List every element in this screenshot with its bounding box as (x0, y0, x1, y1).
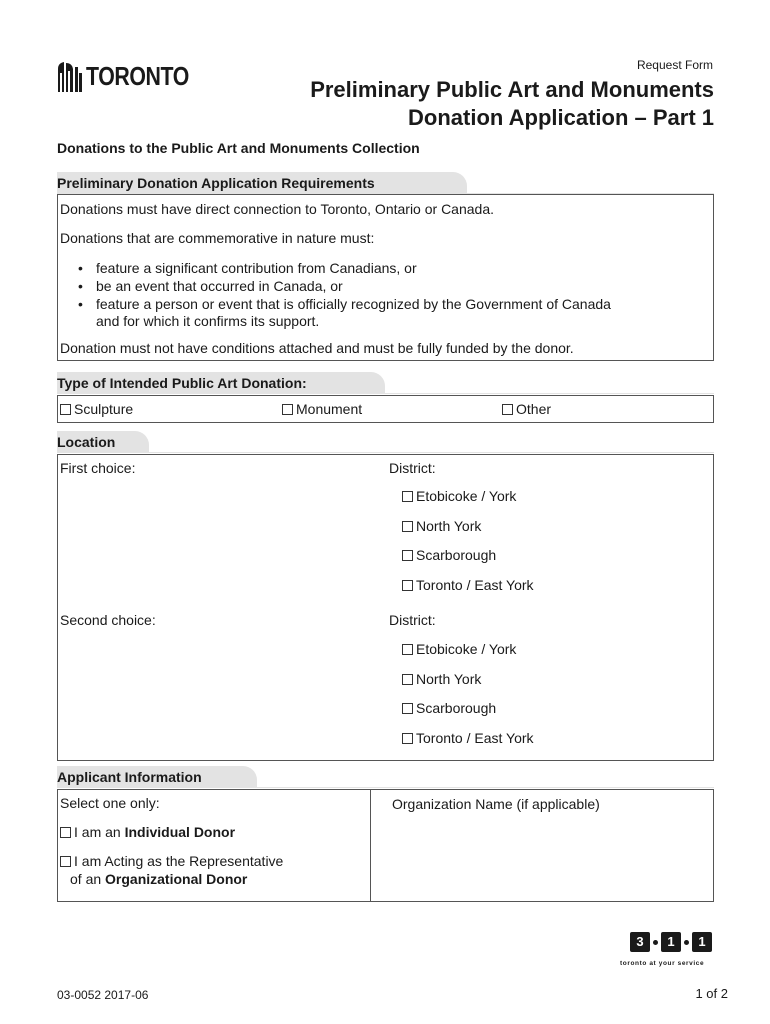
applicant-section-tab (57, 766, 257, 788)
badge-dot (653, 940, 658, 945)
requirement-line-3: Donation must not have conditions attached and must be fully funded by the donor. (60, 340, 574, 356)
list-item: • feature a significant contribution from Canadians, or (76, 259, 611, 277)
first-district-label: District: (389, 460, 436, 476)
badge-dot (684, 940, 689, 945)
sculpture-checkbox[interactable] (60, 404, 71, 415)
page-subtitle: Donations to the Public Art and Monuments Collection (57, 140, 420, 156)
district-label: North York (416, 671, 482, 687)
requirements-section-tab (57, 172, 467, 194)
first-district-north-york[interactable] (402, 518, 481, 534)
requirement-bullet-list (76, 259, 611, 313)
option-text: I am an (74, 824, 125, 840)
individual-donor-option[interactable] (60, 824, 235, 840)
first-district-toronto-east-york[interactable] (402, 577, 534, 593)
city-hall-icon (56, 59, 84, 93)
donation-type-box (57, 395, 714, 423)
column-divider (370, 790, 371, 901)
first-choice-label: First choice: (60, 460, 136, 476)
badge-digit: 1 (661, 932, 681, 952)
option-text: of an (70, 871, 106, 887)
second-district-scarborough[interactable] (402, 700, 496, 716)
first-district-scarborough[interactable] (402, 547, 496, 563)
requirement-line-2: Donations that are commemorative in nature must: (60, 230, 375, 246)
checkbox[interactable] (402, 703, 413, 714)
district-label: North York (416, 518, 482, 534)
requirement-line-1: Donations must have direct connection to Toronto, Ontario or Canada. (60, 201, 494, 217)
requirements-box (57, 194, 714, 361)
badge-digit: 3 (630, 932, 650, 952)
location-box (57, 454, 714, 761)
other-checkbox[interactable] (502, 404, 513, 415)
checkbox[interactable] (402, 644, 413, 655)
applicant-heading: Applicant Information (57, 769, 202, 785)
donation-type-section-tab (57, 372, 385, 394)
page-title (310, 76, 714, 132)
monument-option[interactable] (282, 401, 362, 417)
toronto-logo (56, 58, 212, 94)
second-district-toronto-east-york[interactable] (402, 730, 534, 746)
form-code: 03-0052 2017-06 (57, 988, 149, 1002)
select-one-label: Select one only: (60, 795, 160, 811)
option-bold-text: Organizational Donor (105, 871, 248, 887)
organizational-donor-checkbox[interactable] (60, 856, 71, 867)
checkbox[interactable] (402, 580, 413, 591)
checkbox[interactable] (402, 674, 413, 685)
location-section-tab (57, 431, 149, 453)
checkbox[interactable] (402, 733, 413, 744)
monument-label: Monument (296, 401, 363, 417)
311-logo (630, 932, 712, 952)
title-line-1: Preliminary Public Art and Monuments (310, 77, 714, 102)
checkbox[interactable] (402, 521, 413, 532)
checkbox[interactable] (402, 550, 413, 561)
option-text: I am Acting as the Representative (74, 853, 284, 869)
list-item: • be an event that occurred in Canada, or (76, 277, 611, 295)
divider (57, 452, 714, 453)
other-option[interactable] (502, 401, 551, 417)
divider (57, 393, 714, 394)
requirement-bullet-continuation: and for which it confirms its support. (96, 313, 320, 329)
requirements-heading: Preliminary Donation Application Requirements (57, 175, 375, 191)
donation-type-heading: Type of Intended Public Art Donation: (57, 375, 307, 391)
district-label: Etobicoke / York (416, 488, 517, 504)
second-district-label: District: (389, 612, 436, 628)
organization-name-label: Organization Name (if applicable) (392, 796, 600, 812)
district-label: Scarborough (416, 547, 497, 563)
organizational-donor-option[interactable] (60, 853, 283, 869)
page-number: 1 of 2 (695, 986, 728, 1001)
monument-checkbox[interactable] (282, 404, 293, 415)
district-label: Etobicoke / York (416, 641, 517, 657)
second-district-etobicoke[interactable] (402, 641, 516, 657)
311-tagline: toronto at your service (620, 960, 705, 967)
district-label: Toronto / East York (416, 577, 534, 593)
title-line-2: Donation Application – Part 1 (408, 105, 714, 130)
checkbox[interactable] (402, 491, 413, 502)
individual-donor-checkbox[interactable] (60, 827, 71, 838)
first-district-etobicoke[interactable] (402, 488, 516, 504)
list-item: • feature a person or event that is officially recognized by the Government of Canada (76, 295, 611, 313)
logo-wordmark: TORONTO (86, 60, 189, 91)
request-form-label: Request Form (636, 58, 713, 72)
badge-digit: 1 (692, 932, 712, 952)
divider (57, 787, 714, 788)
second-choice-label: Second choice: (60, 612, 156, 628)
option-bold-text: Individual Donor (124, 824, 236, 840)
other-label: Other (516, 401, 552, 417)
sculpture-option[interactable] (60, 401, 133, 417)
district-label: Toronto / East York (416, 730, 534, 746)
district-label: Scarborough (416, 700, 497, 716)
sculpture-label: Sculpture (74, 401, 134, 417)
applicant-box (57, 789, 714, 902)
location-heading: Location (57, 434, 116, 450)
organizational-donor-continuation (70, 871, 247, 887)
second-district-north-york[interactable] (402, 671, 481, 687)
